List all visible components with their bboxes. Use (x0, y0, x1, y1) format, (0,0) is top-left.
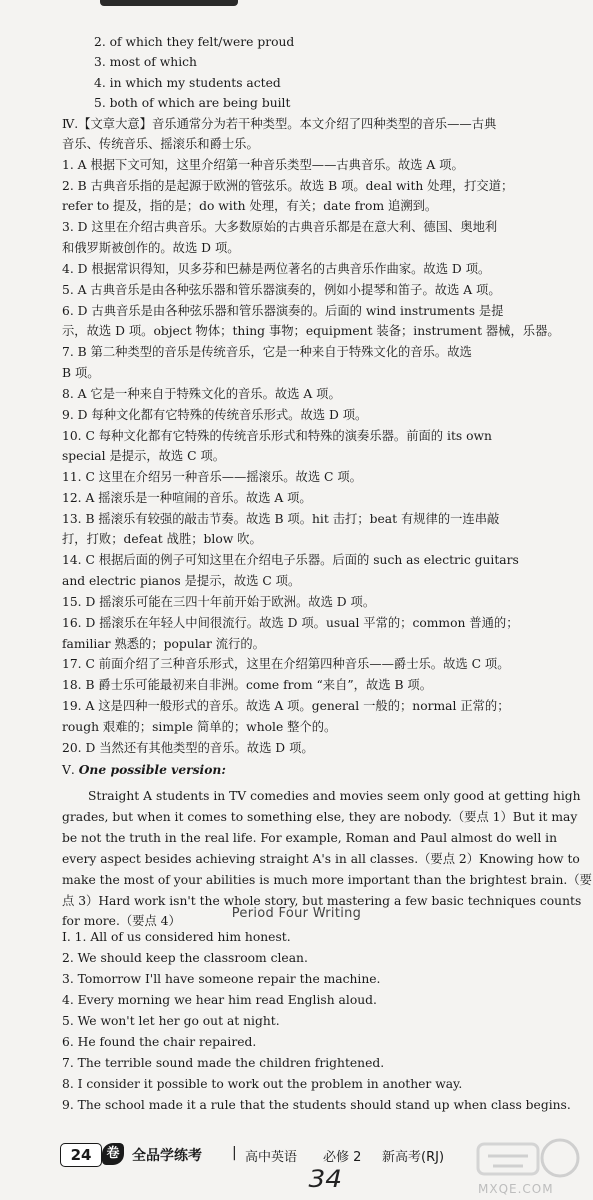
answer-line: 9. D 每种文化都有它特殊的传统音乐形式。故选 D 项。 (62, 408, 368, 422)
section-4-summary: Ⅳ.【文章大意】音乐通常分为若干种类型。本文介绍了四种类型的音乐——古典 (62, 117, 497, 131)
list-item: 2. of which they felt/were proud (94, 35, 295, 49)
answer-line: 3. D 这里在介绍古典音乐。大多数原始的古典音乐都是在意大利、德国、奥地利 (62, 220, 498, 234)
volume-label: 必修 2 (323, 1150, 362, 1165)
answer-line: 2. B 古典音乐指的是起源于欧洲的管弦乐。故选 B 项。deal with 处理，打交道； (62, 179, 514, 193)
answer-line: 8. A 它是一种来自于特殊文化的音乐。故选 A 项。 (62, 387, 341, 401)
essay-line: 点 3）Hard work isn't the whole story, but mastering a few basic techniques counts (62, 894, 582, 908)
version-label: One possible version: (78, 762, 226, 777)
edition-label: 新高考(RJ) (382, 1150, 445, 1165)
list-item: 4. in which my students acted (94, 76, 281, 90)
period-heading: Period Four Writing (231, 906, 362, 921)
answer-line: 20. D 当然还有其他类型的音乐。故选 D 项。 (62, 741, 314, 755)
writing-item: 9. The school made it a rule that the students should stand up when class begins. (62, 1098, 571, 1112)
writing-item: 7. The terrible sound made the children frightened. (62, 1056, 385, 1070)
answer-line: 10. C 每种文化都有它特殊的传统音乐形式和特殊的演奏乐器。前面的 its own (62, 429, 492, 443)
answer-line: 6. D 古典音乐是由各种弦乐器和管乐器演奏的。后面的 wind instruments 是提 (62, 304, 504, 318)
answer-line: 19. A 这是四种一般形式的音乐。故选 A 项。general 一般的；normal 正常的； (62, 699, 510, 713)
answer-line: 16. D 摇滚乐在年轻人中间很流行。故选 D 项。usual 平常的；common 普通的； (62, 616, 519, 630)
answer-line: B 项。 (62, 366, 100, 380)
writing-item: 8. I consider it possible to work out the problem in another way. (62, 1077, 463, 1091)
list-item: 3. most of which (94, 55, 197, 69)
answer-line: 12. A 摇滚乐是一种喧闹的音乐。故选 A 项。 (62, 491, 312, 505)
answer-line: rough 艰难的；simple 简单的；whole 整个的。 (62, 720, 337, 734)
answer-line: 15. D 摇滚乐可能在三四十年前开始于欧洲。故选 D 项。 (62, 595, 376, 609)
essay-line: every aspect besides achieving straight A's in all classes.（要点 2）Knowing how to (62, 852, 580, 866)
answer-line: 1. A 根据下文可知，这里介绍第一种音乐类型——古典音乐。故选 A 项。 (62, 158, 464, 172)
answer-line: 18. B 爵士乐可能最初来自非洲。come from “来自”，故选 B 项。 (62, 678, 433, 692)
writing-item: 2. We should keep the classroom clean. (62, 951, 308, 965)
writing-item: 5. We won't let her go out at night. (62, 1014, 280, 1028)
section-4-summary: 音乐、传统音乐、摇滚乐和爵士乐。 (62, 137, 259, 151)
answer-line: 7. B 第二种类型的音乐是传统音乐，它是一种来自于特殊文化的音乐。故选 (62, 345, 472, 359)
section-5-heading: Ⅴ. One possible version: (62, 762, 226, 777)
answer-line: 14. C 根据后面的例子可知这里在介绍电子乐器。后面的 such as electric guitars (62, 553, 519, 567)
answer-line: 5. A 古典音乐是由各种弦乐器和管乐器演奏的，例如小提琴和笛子。故选 A 项。 (62, 283, 501, 297)
essay-line: grades, but when it comes to something else, they are nobody.（要点 1）But it may (62, 810, 578, 824)
answer-line: and electric pianos 是提示，故选 C 项。 (62, 574, 301, 588)
answer-line: familiar 熟悉的；popular 流行的。 (62, 637, 265, 651)
answer-line: 13. B 摇滚乐有较强的敲击节奏。故选 B 项。hit 击打；beat 有规律的一连串敲 (62, 512, 500, 526)
answer-line: refer to 提及，指的是；do with 处理，有关；date from 追溯到。 (62, 199, 438, 213)
answer-line: 4. D 根据常识得知，贝多芬和巴赫是两位著名的古典音乐作曲家。故选 D 项。 (62, 262, 491, 276)
writing-item: 3. Tomorrow I'll have someone repair the machine. (62, 972, 381, 986)
essay-line: make the most of your abilities is much more important than the brightest brain.（要 (62, 873, 592, 887)
answer-line: 17. C 前面介绍了三种音乐形式，这里在介绍第四种音乐——爵士乐。故选 C 项。 (62, 657, 510, 671)
page-number: 24 (60, 1143, 102, 1167)
brand-name: 全品学练考 (132, 1148, 202, 1164)
essay-line: for more.（要点 4） (62, 914, 181, 928)
watermark-text: MXQE.COM (478, 1182, 554, 1196)
footer-separator: | (232, 1145, 237, 1161)
handwritten-page-number: 34 (308, 1165, 343, 1193)
list-item: 5. both of which are being built (94, 96, 291, 110)
answer-line: 11. C 这里在介绍另一种音乐——摇滚乐。故选 C 项。 (62, 470, 362, 484)
answer-line: 和俄罗斯被创作的。故选 D 项。 (62, 241, 240, 255)
subject-label: 高中英语 (245, 1150, 298, 1165)
essay-line: Straight A students in TV comedies and movies seem only good at getting high (88, 789, 581, 803)
writing-item: 6. He found the chair repaired. (62, 1035, 257, 1049)
answer-line: 打，打败；defeat 战胜；blow 吹。 (62, 532, 262, 546)
writing-item: 4. Every morning we hear him read English aloud. (62, 993, 377, 1007)
essay-line: be not the truth in the real life. For example, Roman and Paul almost do well in (62, 831, 558, 845)
answer-line: special 是提示，故选 C 项。 (62, 449, 226, 463)
writing-item: Ⅰ. 1. All of us considered him honest. (62, 930, 291, 944)
juan-badge: 卷 (102, 1143, 124, 1165)
answer-line: 示，故选 D 项。object 物体；thing 事物；equipment 装备；instrument 器械，乐器。 (62, 324, 560, 338)
